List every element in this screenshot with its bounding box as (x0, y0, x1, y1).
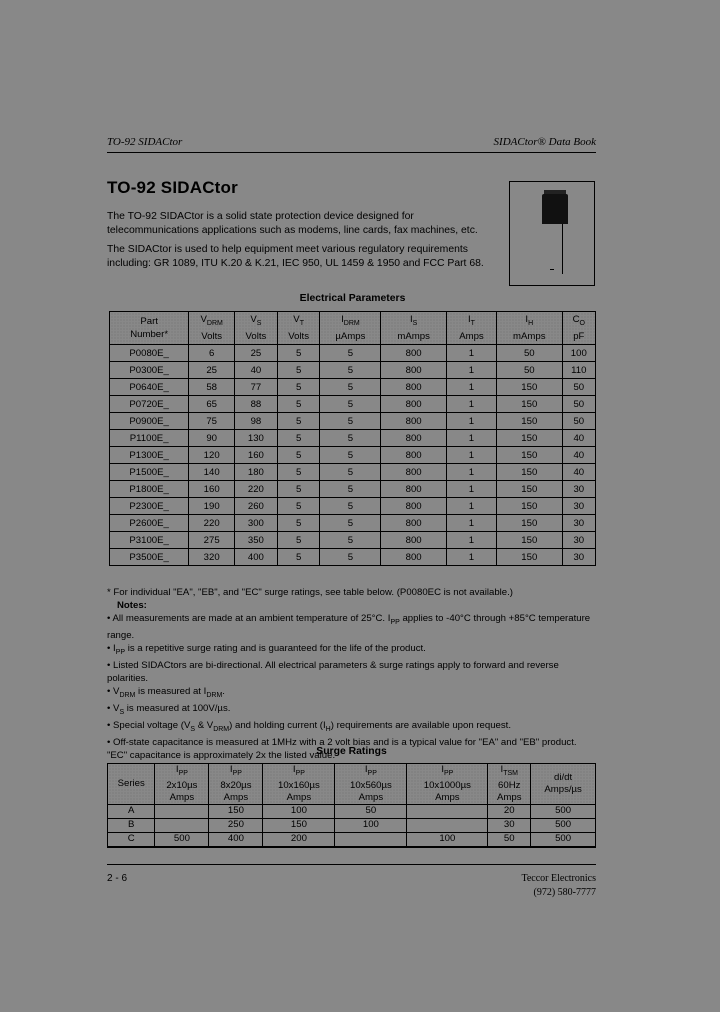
note-item: • $V_{DRM}$ is measured at $I_{DRM}$. (107, 685, 225, 699)
electrical-cell: 1 (446, 532, 496, 549)
electrical-cell: 75 (189, 413, 235, 430)
surge-cell: 100 (335, 818, 407, 832)
electrical-cell: 5 (320, 464, 381, 481)
to92-package-illustration (509, 181, 595, 286)
surge-cell: C (108, 832, 155, 847)
electrical-cell: P2300E_ (110, 498, 189, 515)
package-mark (550, 269, 554, 270)
surge-cell: 500 (531, 804, 596, 818)
electrical-cell: 40 (562, 447, 595, 464)
page-title: TO-92 SIDACtor (107, 178, 238, 197)
electrical-cell: 1 (446, 345, 496, 362)
electrical-cell: 5 (277, 481, 320, 498)
electrical-cell: 58 (189, 379, 235, 396)
electrical-cell: 30 (562, 549, 595, 566)
electrical-cell: 5 (277, 430, 320, 447)
intro-paragraph-2: The SIDACtor is used to help equipment meet various regulatory requirements including: GR 1089, ITU K.20 & K.21, IEC 950, UL 1459 & 1950 and FCC Part 68. (107, 244, 484, 269)
surge-caption: Surge Ratings (316, 746, 387, 757)
electrical-cell: 30 (562, 515, 595, 532)
electrical-parameters-table (109, 311, 596, 566)
electrical-cell: 800 (381, 396, 447, 413)
surge-header-row (108, 764, 596, 805)
electrical-cell: 160 (189, 481, 235, 498)
surge-ratings-table (107, 763, 596, 848)
electrical-cell: 800 (381, 549, 447, 566)
electrical-cell: 1 (446, 515, 496, 532)
electrical-cell: 110 (562, 362, 595, 379)
note-item: • Listed SIDACtors are bi-directional. All electrical parameters & surge ratings apply to forward and reverse polarities. (107, 659, 559, 684)
electrical-header-row (110, 312, 596, 345)
electrical-header-5: $I_S$ mAmps (381, 312, 447, 345)
electrical-cell: 800 (381, 532, 447, 549)
electrical-cell: 40 (562, 430, 595, 447)
electrical-cell: P0900E_ (110, 413, 189, 430)
electrical-cell: 40 (562, 464, 595, 481)
electrical-cell: 5 (320, 447, 381, 464)
electrical-row (110, 430, 596, 447)
electrical-cell: 30 (562, 532, 595, 549)
electrical-cell: 150 (496, 396, 562, 413)
surge-cell: 200 (263, 832, 335, 847)
electrical-header-4: $I_{DRM}$ µAmps (320, 312, 381, 345)
electrical-cell: 400 (235, 549, 278, 566)
electrical-row (110, 498, 596, 515)
electrical-cell: 5 (320, 532, 381, 549)
electrical-cell: 220 (189, 515, 235, 532)
electrical-cell: 260 (235, 498, 278, 515)
surge-row (108, 804, 596, 818)
electrical-header-6: $I_T$ Amps (446, 312, 496, 345)
electrical-row (110, 549, 596, 566)
electrical-cell: 5 (277, 396, 320, 413)
electrical-cell: 5 (277, 549, 320, 566)
electrical-cell: 5 (277, 498, 320, 515)
electrical-row (110, 532, 596, 549)
electrical-cell: 6 (189, 345, 235, 362)
electrical-cell: 1 (446, 481, 496, 498)
electrical-cell: P3500E_ (110, 549, 189, 566)
electrical-cell: P0300E_ (110, 362, 189, 379)
electrical-header-1: $V_{DRM}$ Volts (189, 312, 235, 345)
note-item: • All measurements are made at an ambient temperature of 25°C. $I_{PP}$ applies to -40°C through +85°C temperature range. (107, 613, 591, 641)
electrical-cell: 800 (381, 481, 447, 498)
electrical-header-8: $C_O$ pF (562, 312, 595, 345)
electrical-cell: P0720E_ (110, 396, 189, 413)
running-header-left: TO-92 SIDACtor (107, 136, 183, 148)
electrical-cell: 800 (381, 447, 447, 464)
electrical-cell: 160 (235, 447, 278, 464)
electrical-cell: 25 (189, 362, 235, 379)
electrical-cell: 320 (189, 549, 235, 566)
electrical-cell: 5 (277, 447, 320, 464)
electrical-cell: 40 (235, 362, 278, 379)
electrical-cell: 65 (189, 396, 235, 413)
surge-cell: B (108, 818, 155, 832)
surge-footnote: * For individual "EA", "EB", and "EC" surge ratings, see table below. (P0080EC is not available.) (107, 587, 513, 598)
electrical-cell: 150 (496, 549, 562, 566)
electrical-cell: 150 (496, 379, 562, 396)
electrical-cell: 120 (189, 447, 235, 464)
surge-cell: 150 (263, 818, 335, 832)
electrical-cell: 30 (562, 481, 595, 498)
electrical-cell: 50 (562, 396, 595, 413)
running-header-right: SIDACtor® Data Book (493, 136, 596, 148)
surge-cell: 50 (488, 832, 531, 847)
electrical-cell: 5 (320, 549, 381, 566)
surge-cell: A (108, 804, 155, 818)
electrical-cell: 50 (496, 345, 562, 362)
electrical-row (110, 362, 596, 379)
electrical-cell: 1 (446, 464, 496, 481)
intro-paragraph-1: The TO-92 SIDACtor is a solid state protection device designed for telecommunications applications such as modems, line cards, fax machines, etc. (107, 211, 478, 236)
electrical-header-3: $V_T$ Volts (277, 312, 320, 345)
electrical-cell: 5 (320, 413, 381, 430)
surge-cell: 100 (407, 832, 488, 847)
electrical-cell: 1 (446, 430, 496, 447)
electrical-cell: 1 (446, 549, 496, 566)
electrical-cell: 220 (235, 481, 278, 498)
electrical-cell: P1100E_ (110, 430, 189, 447)
note-item: • Special voltage ($V_S$ & $V_{DRM}$) and holding current $(I_H)$ requirements are available upon request. (107, 719, 511, 733)
package-body (542, 194, 568, 224)
electrical-cell: 50 (496, 362, 562, 379)
electrical-cell: 5 (320, 515, 381, 532)
electrical-cell: 1 (446, 396, 496, 413)
electrical-cell: 150 (496, 430, 562, 447)
electrical-cell: 100 (562, 345, 595, 362)
electrical-cell: P1300E_ (110, 447, 189, 464)
surge-cell: 50 (335, 804, 407, 818)
electrical-cell: 800 (381, 515, 447, 532)
company-phone: (972) 580-7777 (533, 887, 596, 898)
electrical-header-0: Part Number* (110, 312, 189, 345)
electrical-cell: 5 (277, 464, 320, 481)
surge-header-2: $I_{PP}$ 8x20µs Amps (209, 764, 263, 805)
electrical-cell: 150 (496, 498, 562, 515)
electrical-cell: 300 (235, 515, 278, 532)
electrical-caption: Electrical Parameters (299, 293, 406, 304)
surge-row (108, 818, 596, 832)
surge-row (108, 832, 596, 847)
electrical-cell: P2600E_ (110, 515, 189, 532)
electrical-cell: 98 (235, 413, 278, 430)
electrical-cell: 5 (320, 481, 381, 498)
electrical-cell: 30 (562, 498, 595, 515)
footer-rule (107, 864, 596, 865)
surge-cell: 250 (209, 818, 263, 832)
electrical-cell: P0640E_ (110, 379, 189, 396)
electrical-cell: 150 (496, 515, 562, 532)
electrical-cell: 25 (235, 345, 278, 362)
electrical-row (110, 413, 596, 430)
surge-cell: 20 (488, 804, 531, 818)
electrical-cell: 800 (381, 464, 447, 481)
electrical-cell: 150 (496, 447, 562, 464)
electrical-cell: P1500E_ (110, 464, 189, 481)
surge-header-6: $I_{TSM}$ 60Hz Amps (488, 764, 531, 805)
electrical-cell: 800 (381, 498, 447, 515)
electrical-row (110, 345, 596, 362)
electrical-cell: 180 (235, 464, 278, 481)
electrical-cell: 5 (320, 379, 381, 396)
electrical-cell: P1800E_ (110, 481, 189, 498)
surge-cell: 500 (531, 832, 596, 847)
electrical-cell: 5 (320, 362, 381, 379)
electrical-cell: 1 (446, 362, 496, 379)
surge-cell: 500 (531, 818, 596, 832)
surge-cell (335, 832, 407, 847)
electrical-row (110, 515, 596, 532)
electrical-cell: 1 (446, 498, 496, 515)
note-item: • $V_S$ is measured at 100V/µs. (107, 702, 231, 716)
electrical-cell: 88 (235, 396, 278, 413)
surge-cell (407, 818, 488, 832)
electrical-cell: 90 (189, 430, 235, 447)
electrical-cell: 5 (277, 413, 320, 430)
electrical-cell: 5 (277, 532, 320, 549)
electrical-cell: 800 (381, 430, 447, 447)
notes-title: Notes: (117, 600, 147, 611)
surge-header-3: $I_{PP}$ 10x160µs Amps (263, 764, 335, 805)
electrical-cell: 800 (381, 362, 447, 379)
surge-header-5: $I_{PP}$ 10x1000µs Amps (407, 764, 488, 805)
electrical-header-2: $V_S$ Volts (235, 312, 278, 345)
electrical-cell: 5 (277, 362, 320, 379)
electrical-cell: 77 (235, 379, 278, 396)
electrical-cell: 800 (381, 345, 447, 362)
electrical-cell: 140 (189, 464, 235, 481)
electrical-cell: 5 (320, 430, 381, 447)
electrical-row (110, 447, 596, 464)
electrical-cell: 190 (189, 498, 235, 515)
note-item: • Off-state capacitance is measured at 1MHz with a 2 volt bias and is a typical value for "EA" and "EB" product. "EC" capacitance is approximately 2x the listed value. (107, 736, 577, 761)
surge-cell: 30 (488, 818, 531, 832)
note-item: • $I_{PP}$ is a repetitive surge rating and is guaranteed for the life of the product. (107, 642, 426, 656)
surge-cell (407, 804, 488, 818)
company-name: Teccor Electronics (521, 873, 596, 884)
electrical-cell: P0080E_ (110, 345, 189, 362)
surge-cell: 400 (209, 832, 263, 847)
electrical-cell: 5 (277, 515, 320, 532)
electrical-cell: 5 (320, 396, 381, 413)
surge-header-0: Series (108, 764, 155, 805)
electrical-cell: 5 (320, 498, 381, 515)
electrical-cell: 5 (277, 379, 320, 396)
electrical-cell: 50 (562, 379, 595, 396)
surge-cell: 150 (209, 804, 263, 818)
electrical-cell: 800 (381, 413, 447, 430)
electrical-cell: 1 (446, 379, 496, 396)
electrical-cell: 150 (496, 413, 562, 430)
electrical-cell: 150 (496, 464, 562, 481)
electrical-cell: 150 (496, 532, 562, 549)
electrical-row (110, 379, 596, 396)
electrical-cell: 800 (381, 379, 447, 396)
electrical-cell: 150 (496, 481, 562, 498)
electrical-row (110, 481, 596, 498)
header-rule (107, 152, 596, 153)
surge-header-4: $I_{PP}$ 10x560µs Amps (335, 764, 407, 805)
electrical-cell: 1 (446, 447, 496, 464)
surge-header-7: di/dt Amps/µs (531, 764, 596, 805)
page-number: 2 - 6 (107, 873, 128, 884)
surge-cell: 100 (263, 804, 335, 818)
surge-cell (155, 804, 209, 818)
electrical-cell: 275 (189, 532, 235, 549)
electrical-header-7: $I_H$ mAmps (496, 312, 562, 345)
electrical-cell: 130 (235, 430, 278, 447)
electrical-row (110, 464, 596, 481)
electrical-cell: 50 (562, 413, 595, 430)
electrical-cell: 350 (235, 532, 278, 549)
electrical-cell: 1 (446, 413, 496, 430)
electrical-cell: P3100E_ (110, 532, 189, 549)
electrical-cell: 5 (277, 345, 320, 362)
surge-header-1: $I_{PP}$ 2x10µs Amps (155, 764, 209, 805)
notes-list (107, 612, 597, 762)
surge-cell (155, 818, 209, 832)
surge-cell: 500 (155, 832, 209, 847)
package-lead (562, 224, 563, 274)
electrical-cell: 5 (320, 345, 381, 362)
electrical-row (110, 396, 596, 413)
